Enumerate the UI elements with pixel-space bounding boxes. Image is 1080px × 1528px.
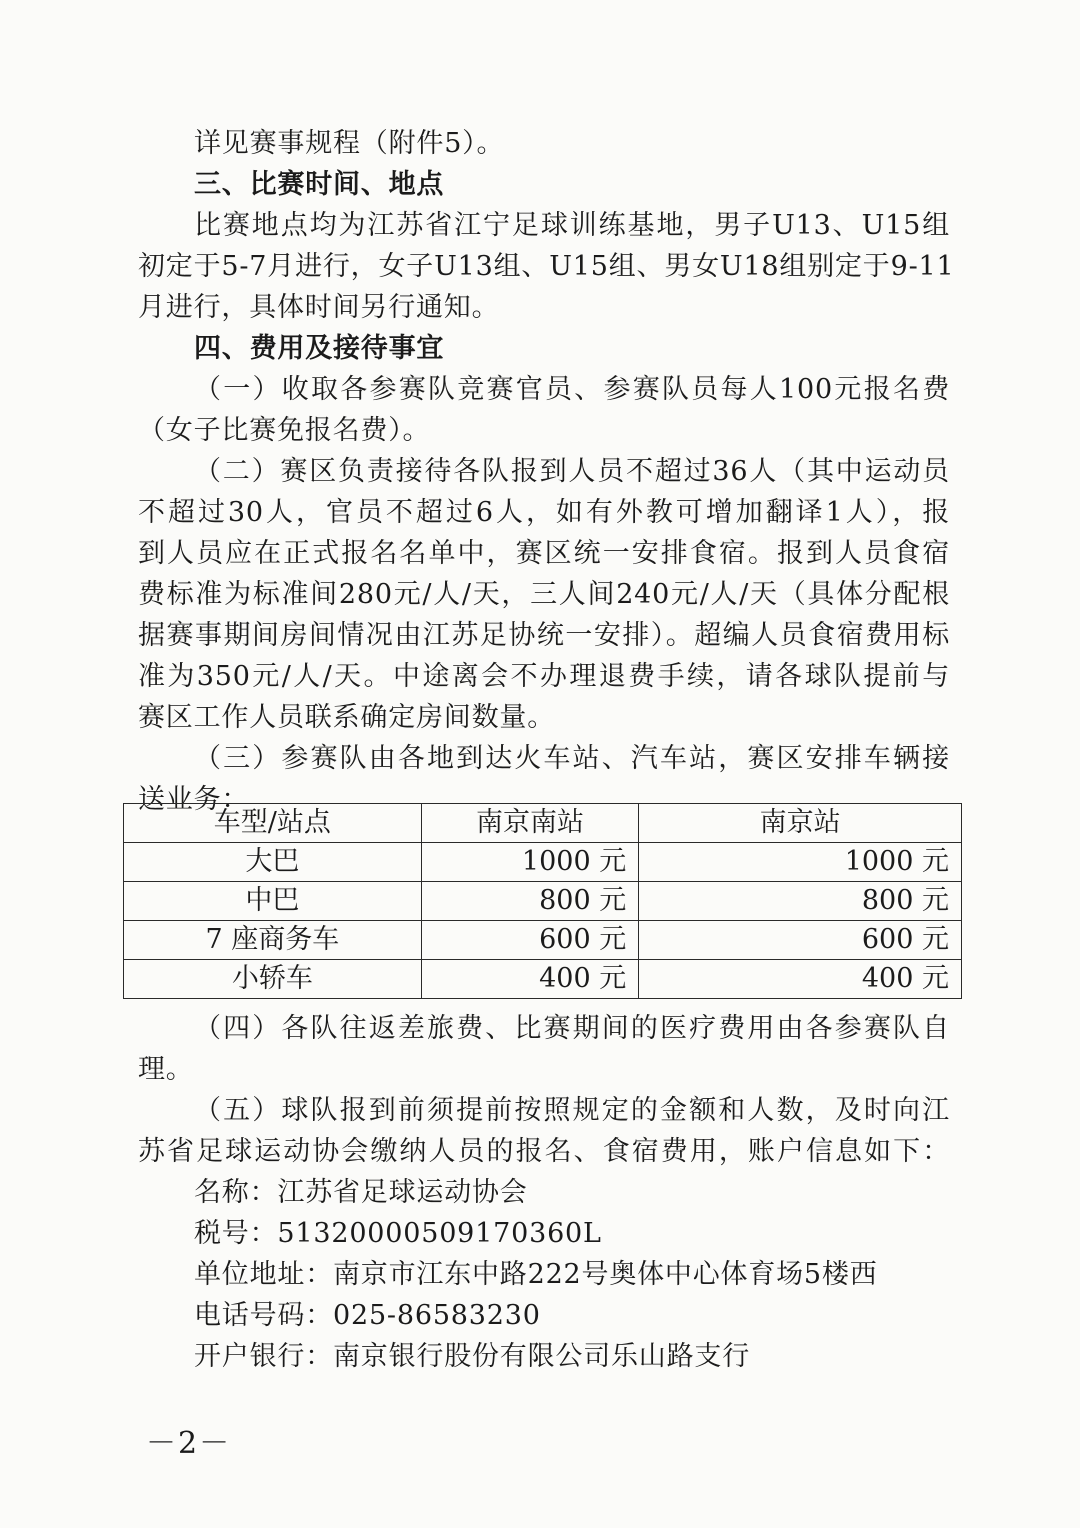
section-heading-fees: 四、费用及接待事宜	[194, 333, 445, 364]
table-header-cell: 车型/站点	[124, 804, 422, 843]
paragraph-line: （三）参赛队由各地到达火车站、汽车站，赛区安排车辆接	[194, 743, 950, 774]
paragraph-line: （四）各队往返差旅费、比赛期间的医疗费用由各参赛队自	[194, 1013, 950, 1044]
account-name: 名称：江苏省足球运动协会	[194, 1177, 528, 1208]
paragraph-line: （女子比赛免报名费）。	[138, 415, 431, 446]
table-cell: 7 座商务车	[124, 921, 422, 960]
table-row	[124, 960, 962, 999]
paragraph-line: 准为350元/人/天。中途离会不办理退费手续，请各球队提前与	[138, 661, 950, 692]
paragraph-line: 月进行，具体时间另行通知。	[138, 292, 500, 323]
paragraph-line: 费标准为标准间280元/人/天，三人间240元/人/天（具体分配根	[138, 579, 950, 610]
paragraph-line: 据赛事期间房间情况由江苏足协统一安排）。超编人员食宿费用标	[138, 620, 950, 651]
table-cell: 小轿车	[124, 960, 422, 999]
table-cell: 600 元	[639, 921, 962, 960]
phone-number: 电话号码：025-86583230	[194, 1300, 541, 1331]
paragraph-line: 理。	[138, 1054, 194, 1085]
table-cell: 400 元	[421, 960, 639, 999]
table-header-row	[124, 804, 962, 843]
section-heading-time-location: 三、比赛时间、地点	[194, 169, 445, 200]
paragraph-line: （二）赛区负责接待各队报到人员不超过36人（其中运动员	[194, 456, 950, 487]
table-row	[124, 882, 962, 921]
table-cell: 大巴	[124, 843, 422, 882]
tax-number: 税号：51320000509170360L	[194, 1218, 602, 1249]
paragraph-line: 赛区工作人员联系确定房间数量。	[138, 702, 555, 733]
transport-fee-table	[123, 803, 962, 999]
paragraph-line: 送业务：	[138, 784, 250, 815]
paragraph-line: 苏省足球运动协会缴纳人员的报名、食宿费用，账户信息如下：	[138, 1136, 950, 1167]
table-header-cell: 南京站	[639, 804, 962, 843]
paragraph-line: 不超过30人，官员不超过6人，如有外教可增加翻译1人），报	[138, 497, 950, 528]
table-cell: 中巴	[124, 882, 422, 921]
bank-name: 开户银行：南京银行股份有限公司乐山路支行	[194, 1341, 750, 1372]
table-header-cell: 南京南站	[421, 804, 639, 843]
paragraph-line: 到人员应在正式报名名单中，赛区统一安排食宿。报到人员食宿	[138, 538, 950, 569]
body-text-lower	[138, 1008, 950, 1377]
table-cell: 400 元	[639, 960, 962, 999]
unit-address: 单位地址：南京市江东中路222号奥体中心体育场5楼西	[194, 1259, 878, 1290]
table-cell: 600 元	[421, 921, 639, 960]
table-cell: 800 元	[421, 882, 639, 921]
paragraph-line: 初定于5-7月进行，女子U13组、U15组、男女U18组别定于9-11	[138, 251, 955, 282]
paragraph-line: （五）球队报到前须提前按照规定的金额和人数，及时向江	[194, 1095, 950, 1126]
paragraph-line: 详见赛事规程（附件5）。	[194, 128, 505, 159]
paragraph-line: （一）收取各参赛队竞赛官员、参赛队员每人100元报名费	[194, 374, 950, 405]
page-number: －2－	[146, 1426, 232, 1461]
paragraph-line: 比赛地点均为江苏省江宁足球训练基地，男子U13、U15组	[194, 210, 950, 241]
table-cell: 800 元	[639, 882, 962, 921]
table-row	[124, 843, 962, 882]
body-text-upper	[138, 123, 955, 820]
table-row	[124, 921, 962, 960]
table-cell: 1000 元	[639, 843, 962, 882]
table-cell: 1000 元	[421, 843, 639, 882]
